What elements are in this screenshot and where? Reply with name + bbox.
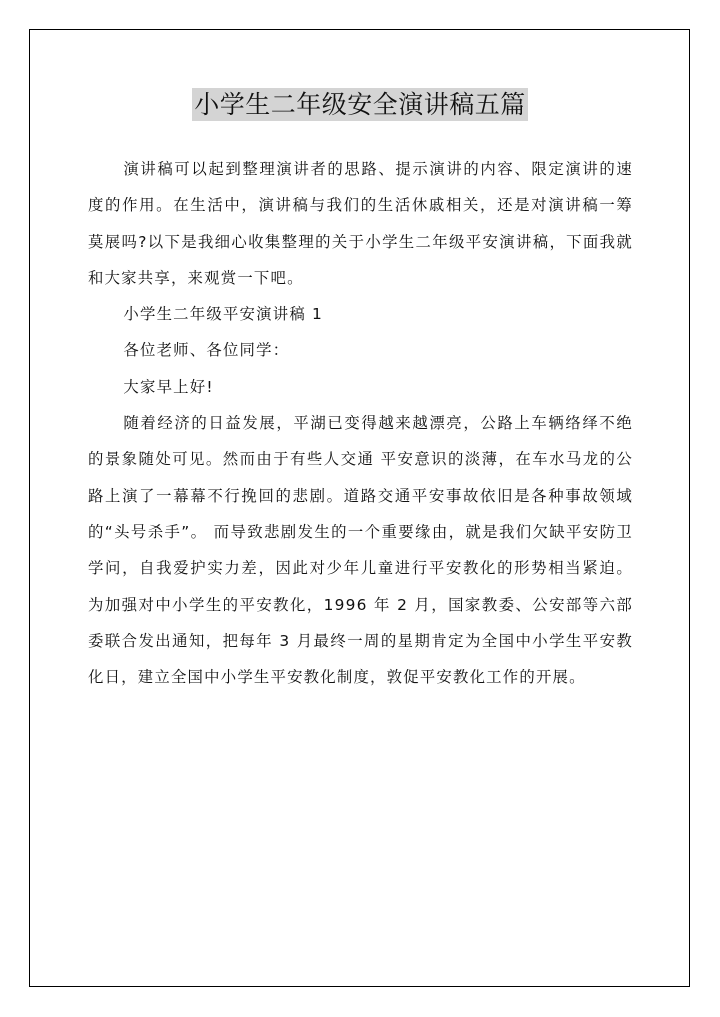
paragraph-intro: 演讲稿可以起到整理演讲者的思路、提示演讲的内容、限定演讲的速度的作用。在生活中，演讲稿与我们的生活休戚相关，还是对演讲稿一筹莫展吗?以下是我细心收集整理的关于小学生二年级平安演讲稿，下面我就和大家共享，来观赏一下吧。	[88, 160, 633, 287]
paragraph-greeting: 大家早上好!	[123, 377, 214, 396]
document-title: 小学生二年级安全演讲稿五篇	[194, 90, 526, 119]
paragraph-speech-heading: 小学生二年级平安演讲稿 1	[123, 305, 323, 324]
title-container	[0, 88, 720, 121]
document-body	[88, 151, 633, 695]
paragraph-body: 随着经济的日益发展，平湖已变得越来越漂亮，公路上车辆络绎不绝的景象随处可见。然而由于有些人交通 平安意识的淡薄，在车水马龙的公路上演了一幕幕不行挽回的悲剧。道路交通平安事故依旧是各种事故领域的“头号杀手”。 而导致悲剧发生的一个重要缘由，就是我们欠缺平安防卫学问，自我爱护实力差，因此对少年儿童进行平安教化的形势相当紧迫。为加强对中小学生的平安教化，1996 年 2 月，国家教委、公安部等六部委联合发出通知，把每年 3 月最终一周的星期肯定为全国中小学生平安教化日，建立全国中小学生平安教化制度，敦促平安教化工作的开展。	[88, 414, 633, 687]
paragraph-salutation: 各位老师、各位同学：	[123, 341, 290, 360]
